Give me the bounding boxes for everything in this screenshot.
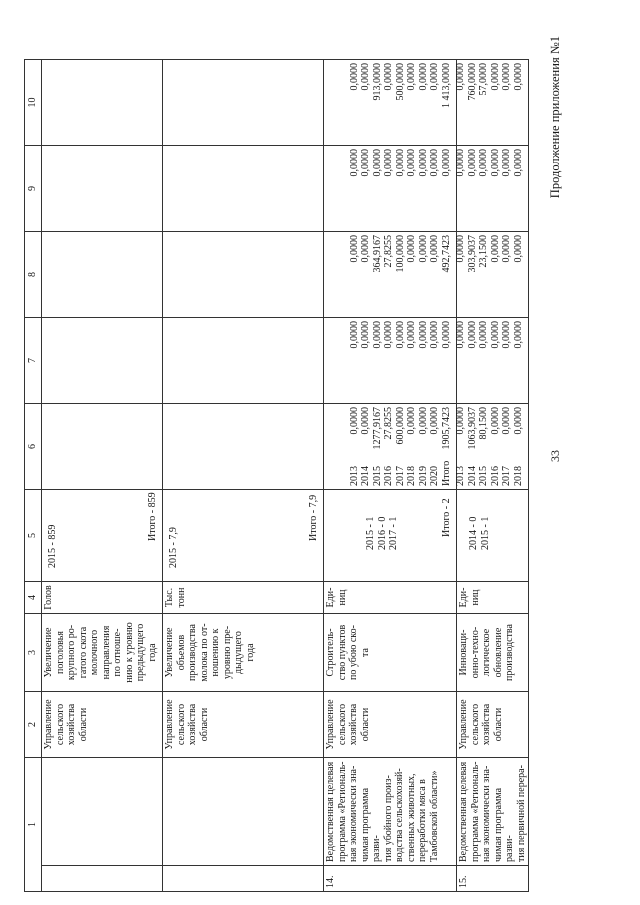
unit-text: Тыс. тонн (164, 587, 187, 608)
amount: 0,0000 (406, 235, 417, 263)
amount: 0,0000 (360, 407, 371, 435)
funding-total (457, 404, 529, 490)
amount: 80,1500 (478, 407, 489, 440)
amount: 0,0000 (429, 63, 440, 91)
year: 2016 (489, 466, 501, 486)
target-total: Итого - 2 (440, 498, 452, 537)
amount: 0,0000 (429, 321, 440, 349)
amount: 0,0000 (489, 407, 501, 435)
amount: 0,0000 (478, 149, 489, 177)
amount: 0,0000 (489, 235, 501, 263)
funding-c7 (42, 318, 163, 404)
amounts-list (455, 63, 524, 101)
amount: 1905,7423 (440, 407, 452, 450)
funding-c7 (163, 318, 324, 404)
header-cell: 10 (25, 60, 42, 146)
years-list (349, 461, 453, 486)
amount: 0,0000 (501, 235, 512, 263)
amounts-list (455, 149, 524, 177)
program-name-text: Ведомственная целевая программа «Региональ- ная экономически зна- чимая программа разви- тия первичной перера- (458, 761, 527, 862)
funding-c8 (457, 232, 529, 318)
amount: 0,0000 (512, 149, 524, 177)
amount: 0,0000 (394, 149, 406, 177)
funding-total (42, 404, 163, 490)
indicator (324, 614, 457, 692)
funding-c10 (324, 60, 457, 146)
program-name (457, 758, 529, 866)
years-list (455, 466, 524, 486)
responsible-text: Управление сельского хозяйства области (325, 699, 371, 750)
amount: 0,0000 (512, 321, 524, 349)
responsible (457, 692, 529, 758)
amounts-list (455, 407, 524, 450)
amount: 0,0000 (360, 149, 371, 177)
unit (457, 582, 529, 614)
target-values (42, 490, 163, 582)
unit (42, 582, 163, 614)
target-total: Итого - 7,9 (307, 494, 319, 541)
year: 2020 (429, 466, 440, 486)
target-years: 2015 - 859 (47, 524, 58, 568)
amount: 0,0000 (455, 321, 466, 349)
amount: 1 413,0000 (440, 63, 452, 108)
unit-text: Голов (43, 585, 54, 610)
amount: 0,0000 (417, 149, 429, 177)
amount: 913,0000 (371, 63, 383, 101)
amount: 0,0000 (417, 407, 429, 435)
amount: 0,0000 (512, 63, 524, 91)
amount: 0,0000 (348, 235, 360, 263)
amounts-list (349, 149, 453, 177)
header-cell: 4 (25, 582, 42, 614)
indicator (163, 614, 324, 692)
amount: 0,0000 (406, 321, 417, 349)
funding-c7 (457, 318, 529, 404)
amount: 600,0000 (394, 407, 406, 445)
amount: 1277,9167 (371, 407, 383, 450)
appendix-table (24, 59, 529, 892)
unit (324, 582, 457, 614)
row-number (163, 866, 324, 892)
funding-c9 (163, 146, 324, 232)
amount: 0,0000 (360, 321, 371, 349)
funding-c10 (42, 60, 163, 146)
indicator-text: Строитель- ство пунктов по убою ско- та (325, 624, 371, 681)
indicator-text: Инноваци- онно-техно- логическое обновление производства (458, 624, 515, 681)
amount: 0,0000 (466, 321, 478, 349)
year: 2014 (360, 466, 371, 486)
amount: 303,9037 (466, 235, 478, 273)
amounts-list (349, 407, 453, 450)
table-row (457, 60, 529, 892)
unit (163, 582, 324, 614)
program-name (324, 758, 457, 866)
funding-c9 (457, 146, 529, 232)
funding-c10 (457, 60, 529, 146)
header-cell: 5 (25, 490, 42, 582)
amount: 0,0000 (360, 235, 371, 263)
amount: 500,0000 (394, 63, 406, 101)
amount: 0,0000 (429, 235, 440, 263)
target-years: 2015 - 1 2016 - 0 2017 - 1 (365, 516, 399, 550)
funding-c9 (42, 146, 163, 232)
amount: 0,0000 (512, 407, 524, 435)
amount: 0,0000 (383, 63, 394, 91)
amount: 0,0000 (348, 149, 360, 177)
funding-c10 (163, 60, 324, 146)
year: 2014 (466, 466, 478, 486)
year: 2013 (455, 466, 466, 486)
funding-total (324, 404, 457, 490)
amount: 0,0000 (360, 63, 371, 91)
funding-c8 (42, 232, 163, 318)
indicator-text: Увеличение объемов производства молока по от- ношению к уровню пре- дыдущего года (164, 623, 256, 682)
funding-c9 (324, 146, 457, 232)
amount: 0,0000 (371, 149, 383, 177)
year: Итого (440, 460, 452, 486)
unit-text: Еди- ниц (458, 587, 481, 608)
funding-total (163, 404, 324, 490)
amount: 0,0000 (489, 149, 501, 177)
amount: 0,0000 (406, 149, 417, 177)
amount: 0,0000 (512, 235, 524, 263)
unit-text: Еди- ниц (325, 587, 348, 608)
header-cell: 8 (25, 232, 42, 318)
amount: 0,0000 (455, 63, 466, 91)
responsible-text: Управление сельского хозяйства области (164, 699, 210, 750)
header-cell: 3 (25, 614, 42, 692)
target-values (324, 490, 457, 582)
amount: 0,0000 (455, 235, 466, 263)
amounts-list (349, 235, 453, 273)
table-header-row (25, 60, 42, 892)
header-cell: 6 (25, 404, 42, 490)
header-cell: 2 (25, 692, 42, 758)
responsible-text: Управление сельского хозяйства области (43, 699, 89, 750)
amount: 0,0000 (371, 321, 383, 349)
amount: 0,0000 (440, 321, 452, 349)
amount: 760,0000 (466, 63, 478, 101)
amount: 0,0000 (501, 407, 512, 435)
amount: 57,0000 (478, 63, 489, 96)
amount: 0,0000 (383, 321, 394, 349)
amounts-list (349, 63, 453, 108)
amount: 0,0000 (466, 149, 478, 177)
year: 2016 (383, 466, 394, 486)
appendix-title: Продолжение приложения №1 (548, 36, 562, 199)
amount: 0,0000 (501, 149, 512, 177)
header-cell: 7 (25, 318, 42, 404)
responsible-text: Управление сельского хозяйства области (458, 699, 504, 750)
amount: 0,0000 (348, 63, 360, 91)
program-name (163, 758, 324, 866)
row-number-text: 15. (458, 875, 469, 888)
target-values (457, 490, 529, 582)
funding-c7 (324, 318, 457, 404)
amount: 0,0000 (394, 321, 406, 349)
table-row (163, 60, 324, 892)
amount: 0,0000 (489, 63, 501, 91)
amount: 1063,9037 (466, 407, 478, 450)
row-number-text: 14. (325, 875, 336, 888)
amounts-list (349, 321, 453, 349)
amount: 23,1500 (478, 235, 489, 268)
amount: 364,9167 (371, 235, 383, 273)
amount: 0,0000 (501, 63, 512, 91)
amount: 0,0000 (455, 149, 466, 177)
amount: 0,0000 (429, 149, 440, 177)
funding-c8 (324, 232, 457, 318)
header-cell: 9 (25, 146, 42, 232)
amount: 0,0000 (383, 149, 394, 177)
responsible (163, 692, 324, 758)
amount: 0,0000 (348, 321, 360, 349)
row-number (324, 866, 457, 892)
amounts-list (455, 321, 524, 349)
row-number (457, 866, 529, 892)
amount: 492,7423 (440, 235, 452, 273)
amount: 0,0000 (455, 407, 466, 435)
year: 2018 (512, 466, 524, 486)
year: 2015 (371, 466, 383, 486)
target-values (163, 490, 324, 582)
page-number: 33 (548, 450, 562, 462)
year: 2017 (394, 466, 406, 486)
target-years: 2014 - 0 2015 - 1 (468, 516, 491, 550)
funding-c8 (163, 232, 324, 318)
program-name-text: Ведомственная целевая программа «Региональ- ная экономически зна- чимая программа разви- тия убойного произ- водства сельскохозяй- ственных животных, переработки мяса в Тамбовской области» (325, 761, 440, 862)
year: 2017 (501, 466, 512, 486)
year: 2018 (406, 466, 417, 486)
amount: 27,8255 (383, 407, 394, 440)
row-number (42, 866, 163, 892)
year: 2019 (417, 466, 429, 486)
table-row (42, 60, 163, 892)
table-row (324, 60, 457, 892)
amount: 0,0000 (429, 407, 440, 435)
indicator-text: Увеличение поголовья крупного ро- гатого скота молочного направления по отноше- нию к уровню предыдущего года (43, 622, 158, 683)
amount: 0,0000 (406, 63, 417, 91)
amounts-list (455, 235, 524, 273)
header-cell: 1 (25, 758, 42, 892)
amount: 0,0000 (478, 321, 489, 349)
responsible (324, 692, 457, 758)
amount: 0,0000 (417, 63, 429, 91)
amount: 0,0000 (417, 235, 429, 263)
amount: 0,0000 (417, 321, 429, 349)
amount: 0,0000 (489, 321, 501, 349)
rotated-content (18, 12, 578, 892)
responsible (42, 692, 163, 758)
target-total: Итого - 859 (146, 492, 158, 541)
target-years: 2015 - 7,9 (168, 527, 179, 568)
amount: 0,0000 (501, 321, 512, 349)
amount: 0,0000 (348, 407, 360, 435)
program-name (42, 758, 163, 866)
indicator (42, 614, 163, 692)
year: 2015 (478, 466, 489, 486)
amount: 0,0000 (406, 407, 417, 435)
amount: 0,0000 (440, 149, 452, 177)
amount: 27,8255 (383, 235, 394, 268)
year: 2013 (348, 466, 360, 486)
indicator (457, 614, 529, 692)
amount: 100,0000 (394, 235, 406, 273)
